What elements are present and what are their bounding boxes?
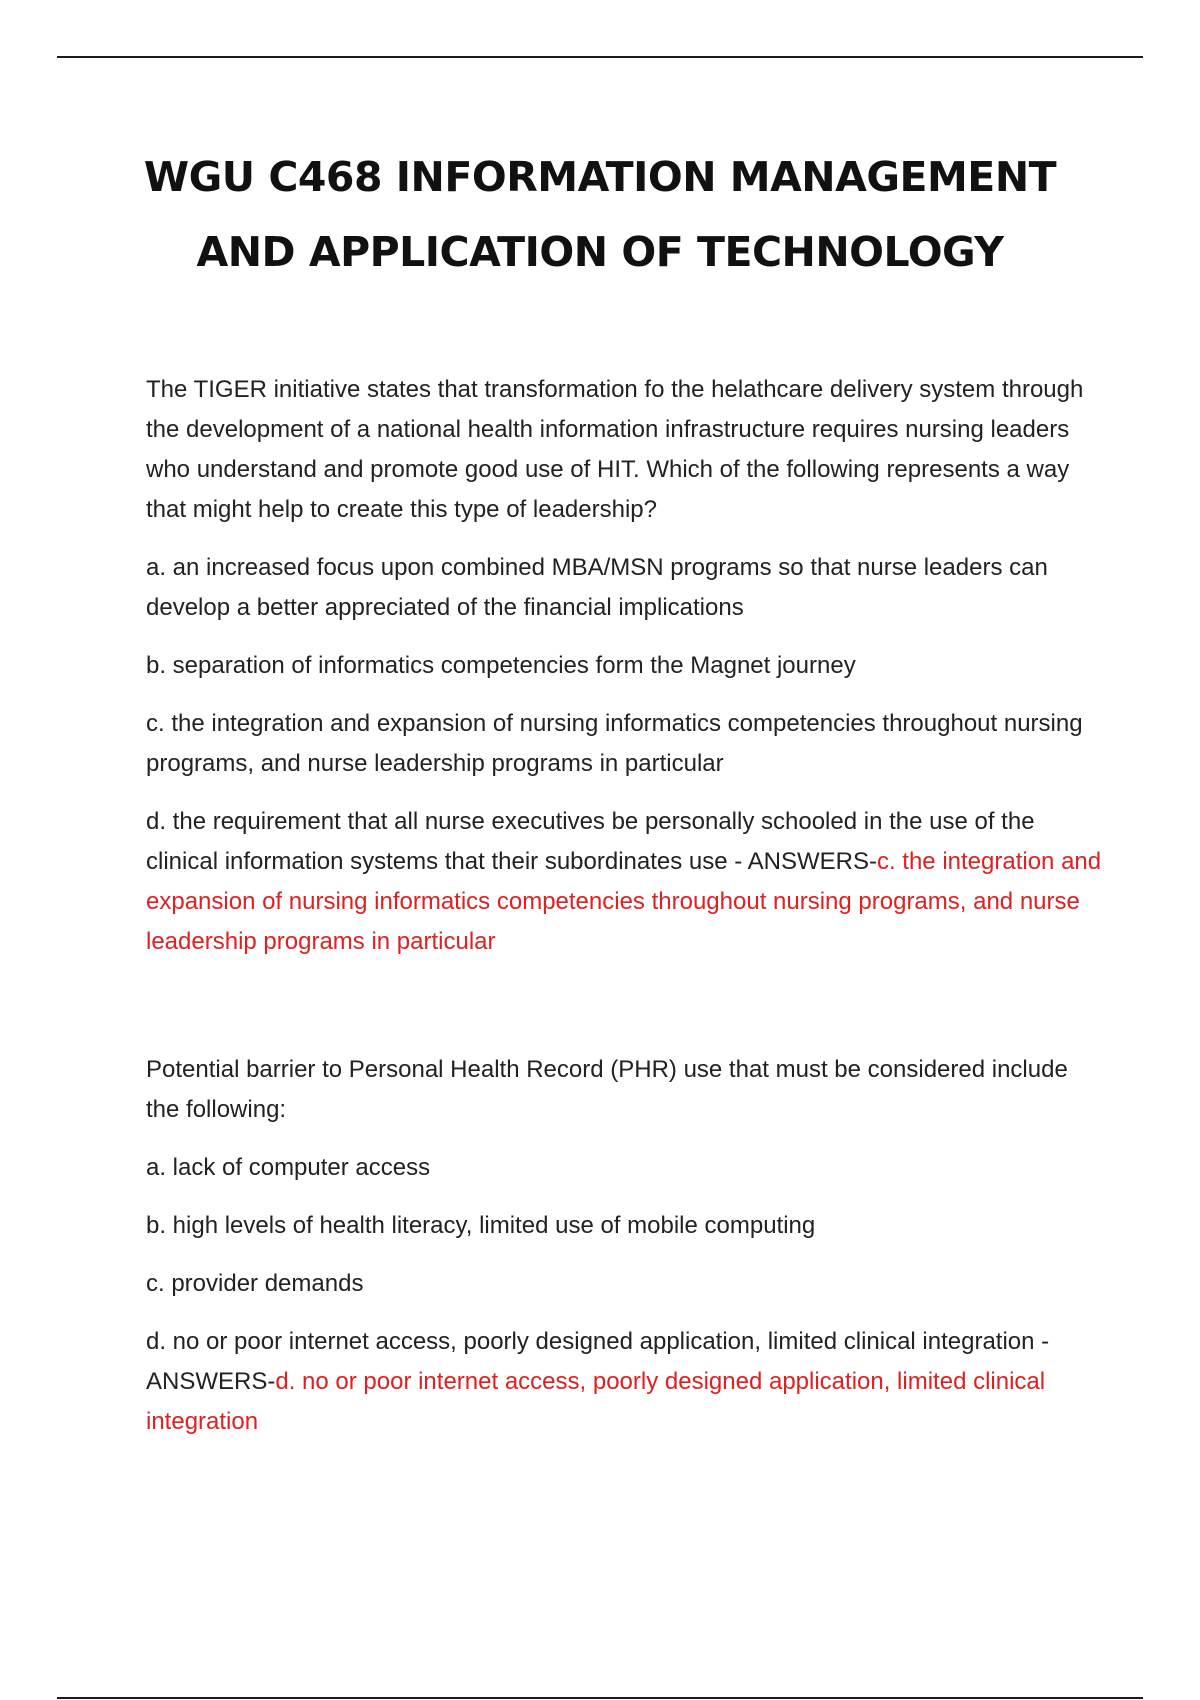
question-stem: Potential barrier to Personal Health Record (PHR) use that must be considered include the following:: [146, 1056, 1068, 1123]
top-rule: [57, 56, 1143, 58]
option-a: a. an increased focus upon combined MBA/MSN programs so that nurse leaders can develop a better appreciated of the financial implications: [146, 554, 1048, 621]
option-a: a. lack of computer access: [146, 1154, 431, 1181]
option-b: b. separation of informatics competencies form the Magnet journey: [146, 652, 856, 679]
option-c: c. the integration and expansion of nursing informatics competencies throughout nursing programs, and nurse leadership programs in particular: [146, 710, 1083, 777]
question-block-2: [146, 1050, 1106, 1460]
question-stem: The TIGER initiative states that transformation fo the helathcare delivery system through the development of a national health information infrastructure requires nursing leaders who understand and promote good use of HIT. Which of the following represents a way that might help to create this type of leadership?: [146, 376, 1084, 523]
question-block-1: [146, 370, 1106, 980]
bottom-rule: [57, 1697, 1143, 1699]
option-d-with-answer: [146, 802, 1106, 962]
option-d-with-answer: [146, 1322, 1106, 1442]
title-line-2: AND APPLICATION OF TECHNOLOGY: [196, 228, 1004, 276]
option-c: c. provider demands: [146, 1270, 364, 1297]
option-b: b. high levels of health literacy, limited use of mobile computing: [146, 1212, 816, 1239]
option-d: d. no or poor internet access, poorly designed application, limited clinical integration - ANSWERS-: [146, 1328, 1050, 1395]
answer-text: c. the integration and expansion of nursing informatics competencies throughout nursing programs, and nurse leadership programs in particular: [146, 848, 1102, 955]
answer-text: d. no or poor internet access, poorly designed application, limited clinical integration: [146, 1368, 1046, 1435]
option-d: d. the requirement that all nurse executives be personally schooled in the use of the clinical information systems that their subordinates use - ANSWERS-: [146, 808, 1035, 875]
title-line-1: WGU C468 INFORMATION MANAGEMENT: [143, 153, 1057, 201]
document-title: [100, 140, 1100, 290]
